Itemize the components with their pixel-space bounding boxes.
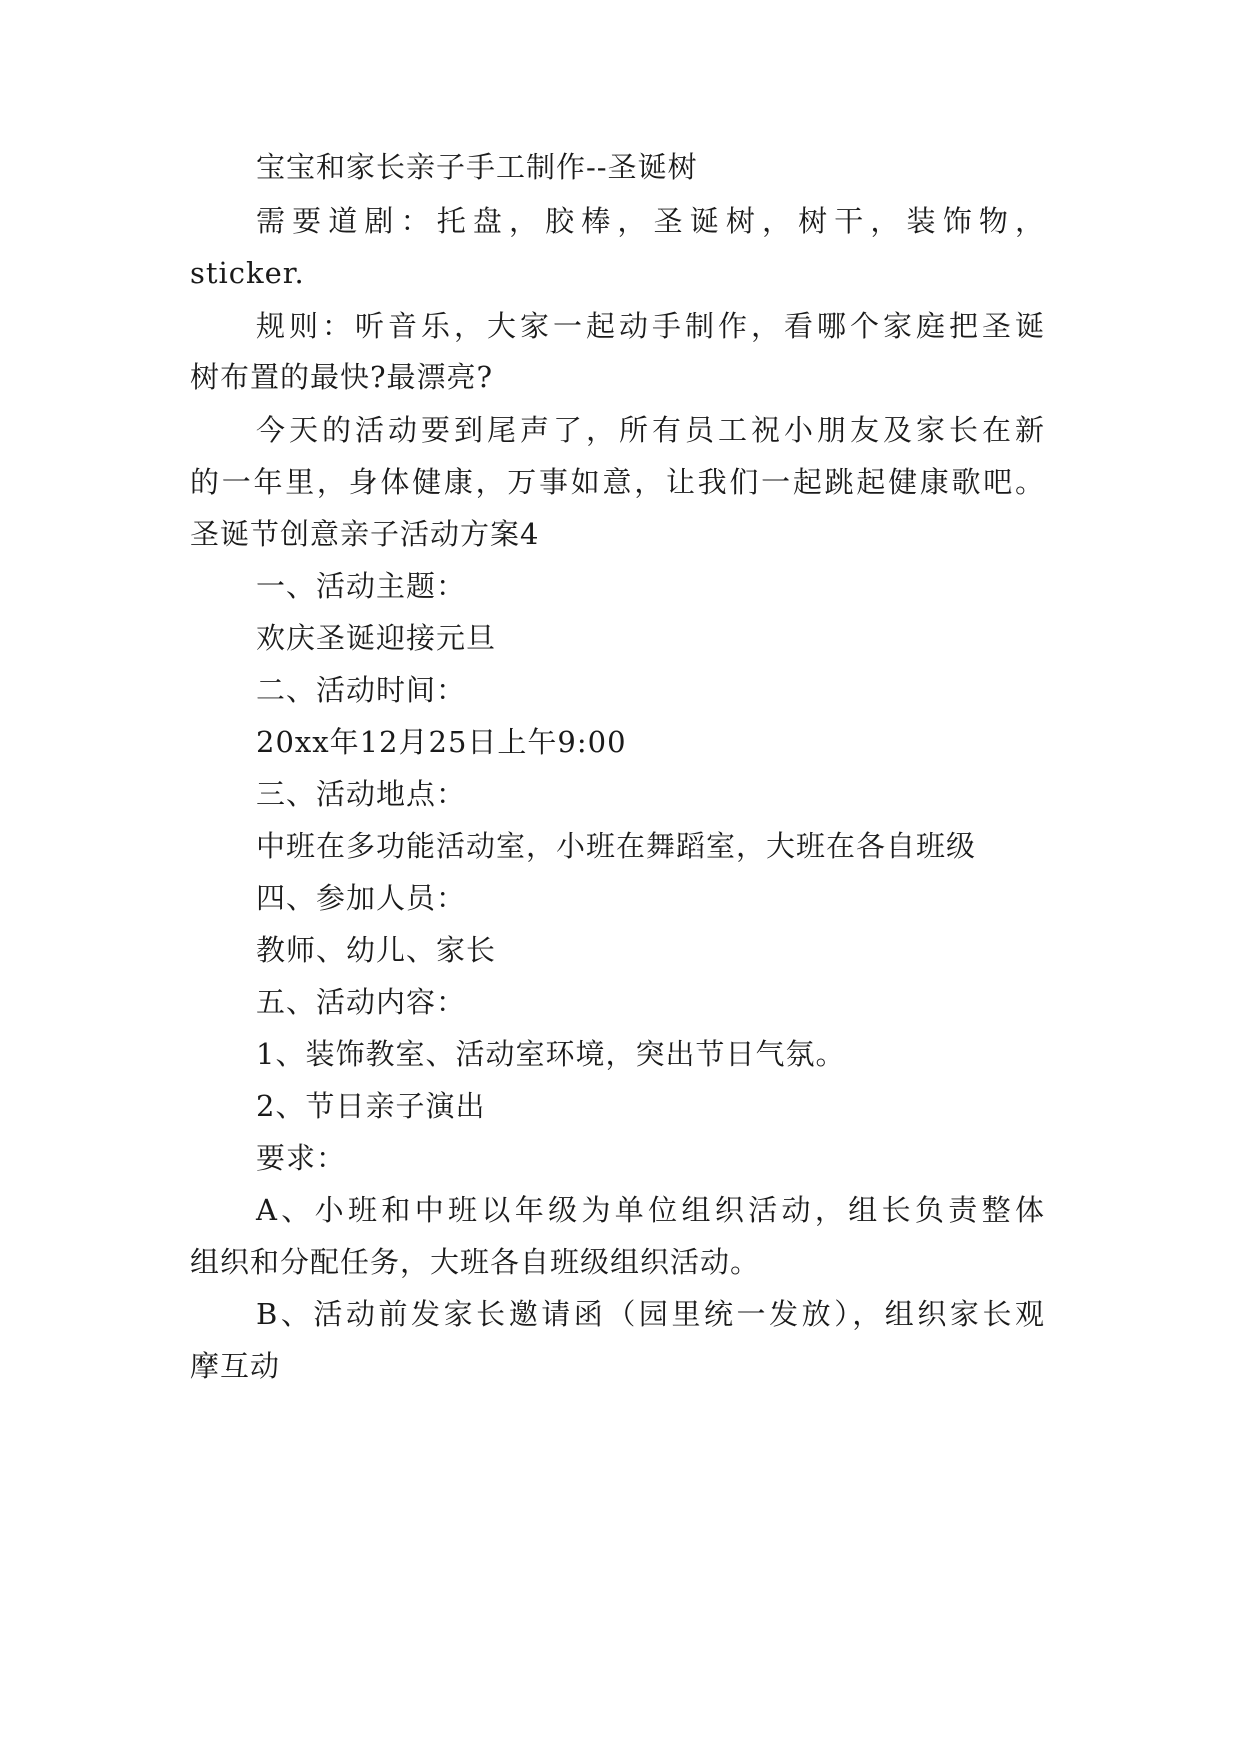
content-item-1: 1、装饰教室、活动室环境，突出节日气氛。 bbox=[256, 1037, 846, 1071]
paragraph-rules-line1: 规则：听音乐，大家一起动手制作，看哪个家庭把圣诞 bbox=[256, 309, 1045, 343]
heading-requirements: 要求： bbox=[256, 1141, 347, 1175]
heading-place: 三、活动地点： bbox=[256, 777, 467, 811]
requirement-b-line2: 摩互动 bbox=[190, 1349, 281, 1383]
content-item-2: 2、节日亲子演出 bbox=[256, 1089, 486, 1123]
value-theme: 欢庆圣诞迎接元旦 bbox=[256, 621, 497, 655]
paragraph-props-line2: sticker. bbox=[190, 256, 305, 290]
paragraph-props-line1: 需要道剧：托盘，胶棒，圣诞树，树干，装饰物， bbox=[256, 204, 1045, 238]
requirement-a-line1: A、小班和中班以年级为单位组织活动，组长负责整体 bbox=[256, 1193, 1045, 1227]
heading-content: 五、活动内容： bbox=[256, 985, 467, 1019]
requirement-b-line1: B、活动前发家长邀请函（园里统一发放），组织家长观 bbox=[256, 1297, 1045, 1331]
heading-time: 二、活动时间： bbox=[256, 673, 467, 707]
paragraph-closing-line2: 的一年里，身体健康，万事如意，让我们一起跳起健康歌吧。 bbox=[190, 465, 1045, 499]
heading-people: 四、参加人员： bbox=[256, 881, 467, 915]
paragraph-closing-line1: 今天的活动要到尾声了，所有员工祝小朋友及家长在新 bbox=[256, 413, 1045, 447]
value-time: 20xx年12月25日上午9:00 bbox=[256, 725, 627, 759]
value-people: 教师、幼儿、家长 bbox=[256, 933, 497, 967]
paragraph-rules-line2: 树布置的最快?最漂亮? bbox=[190, 360, 494, 394]
heading-theme: 一、活动主题： bbox=[256, 569, 467, 603]
paragraph-craft-title: 宝宝和家长亲子手工制作--圣诞树 bbox=[256, 150, 698, 184]
value-place: 中班在多功能活动室，小班在舞蹈室，大班在各自班级 bbox=[256, 829, 977, 863]
requirement-a-line2: 组织和分配任务，大班各自班级组织活动。 bbox=[190, 1245, 761, 1279]
section-title: 圣诞节创意亲子活动方案4 bbox=[190, 517, 540, 551]
